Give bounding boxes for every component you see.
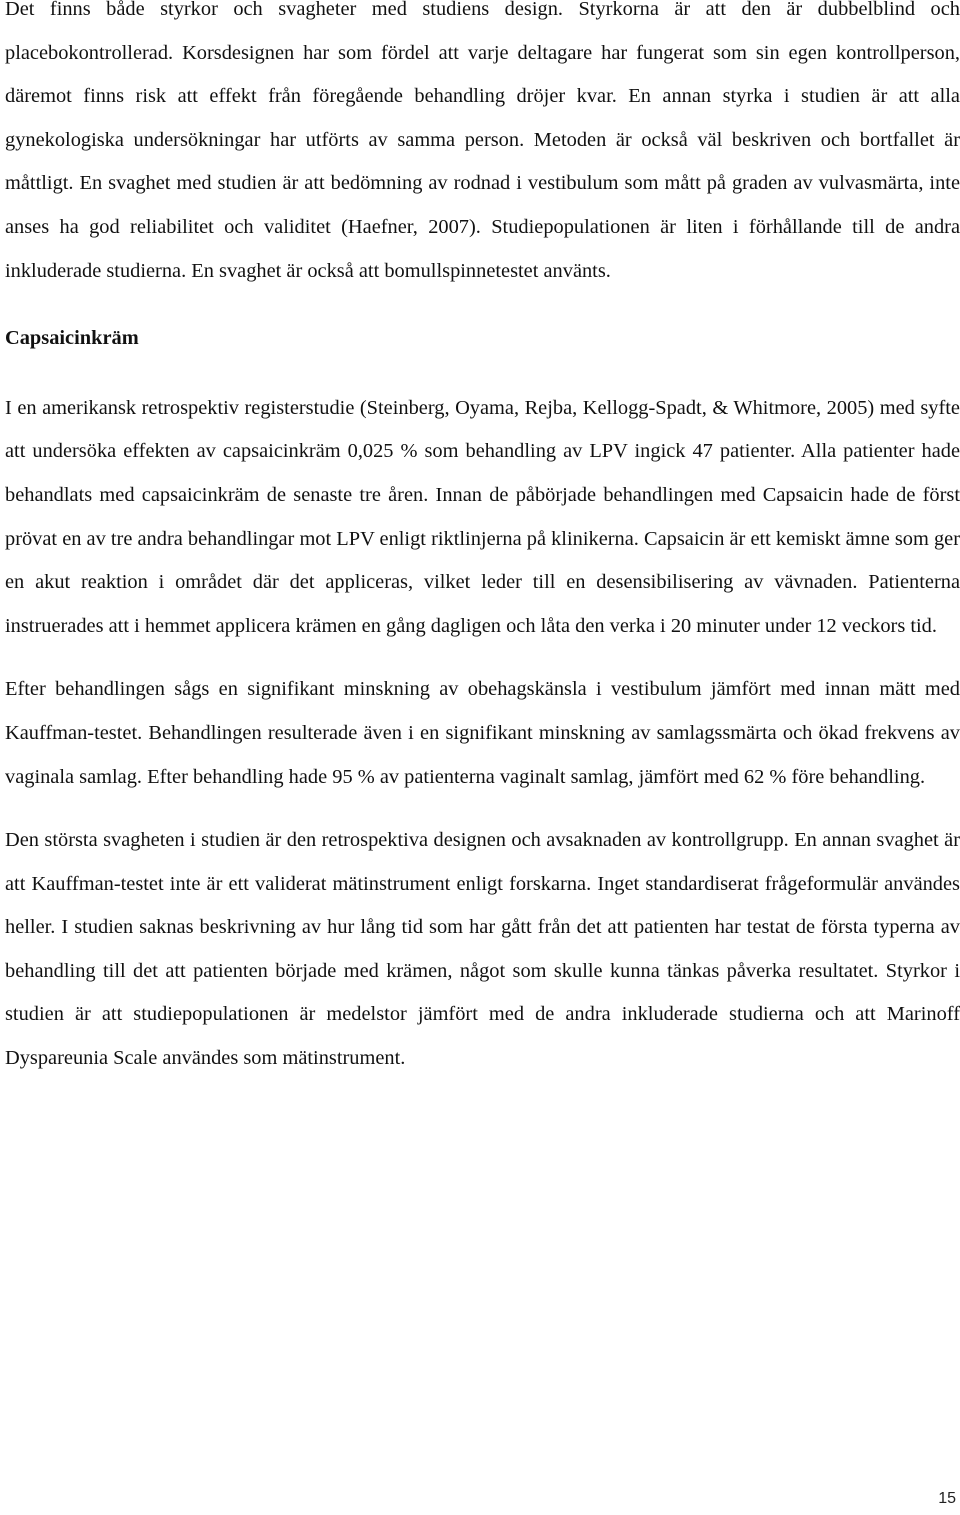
page-number: 15 — [938, 1490, 956, 1507]
paragraph-spacer — [5, 648, 960, 668]
paragraph-capsaicin-results: Efter behandlingen sågs en signifikant minskning av obehagskänsla i vestibulum jämfört med innan mätt med Kauffman-testet. Behandlingen resulterade även i en signifikant minskning av samlagssmärta och ökad frekvens av vaginala samlag. Efter behandling hade 95 % av patienterna vaginalt samlag, jämfört med 62 % före behandling. — [5, 678, 960, 788]
paragraph-capsaicin-study-description: I en amerikansk retrospektiv registerstudie (Steinberg, Oyama, Rejba, Kellogg-Spadt, & Whitmore, 2005) med syfte att undersöka effekten av capsaicinkräm 0,025 % som behandling av LPV ingick 47 patienter. Alla patienter hade behandlats med capsaicinkräm de senaste tre åren. Innan de påbörjade behandlingen med Capsaicin hade de först prövat en av tre andra behandlingar mot LPV enligt riktlinjerna på klinikerna. Capsaicin är ett kemiskt ämne som ger en akut reaktion i området där det appliceras, vilket leder till en desensibilisering av vävnaden. Patienterna instruerades att i hemmet applicera krämen en gång dagligen och låta den verka i 20 minuter under 12 veckors tid. — [5, 396, 960, 637]
paragraph-study-strengths-weaknesses: Det finns både styrkor och svagheter med studiens design. Styrkorna är att den är dubbelblind och placebokontrollerad. Korsdesignen har som fördel att varje deltagare har fungerat som sin egen kontrollperson, däremot finns risk att effekt från föregående behandling dröjer kvar. En annan styrka i studien är att alla gynekologiska undersökningar har utförts av samma person. Metoden är också väl beskriven och bortfallet är måttligt. En svaghet med studien är att bedömning av rodnad i vestibulum som mått på graden av vulvasmärta, inte anses ha god reliabilitet och validitet (Haefner, 2007). Studiepopulationen är liten i förhållande till de andra inkluderade studierna. En svaghet är också att bomullspinnetestet använts. — [5, 0, 960, 282]
section-heading-capsaicinkram: Capsaicinkräm — [5, 327, 139, 350]
paragraph-capsaicin-weaknesses: Den största svagheten i studien är den retrospektiva designen och avsaknaden av kontrollgrupp. En annan svaghet är att Kauffman-testet inte är ett validerat mätinstrument enligt forskarna. Inget standardiserat frågeformulär användes heller. I studien saknas beskrivning av hur lång tid som har gått från det att patienten har testat de första typerna av behandling till det att patienten började med krämen, något som skulle kunna tänkas påverka resultatet. Styrkor i studien är att studiepopulationen är medelstor jämfört med de andra inkluderade studierna och att Marinoff Dyspareunia Scale användes som mätinstrument. — [5, 829, 960, 1070]
paragraph-spacer — [5, 799, 960, 819]
document-page — [5, 0, 960, 1081]
